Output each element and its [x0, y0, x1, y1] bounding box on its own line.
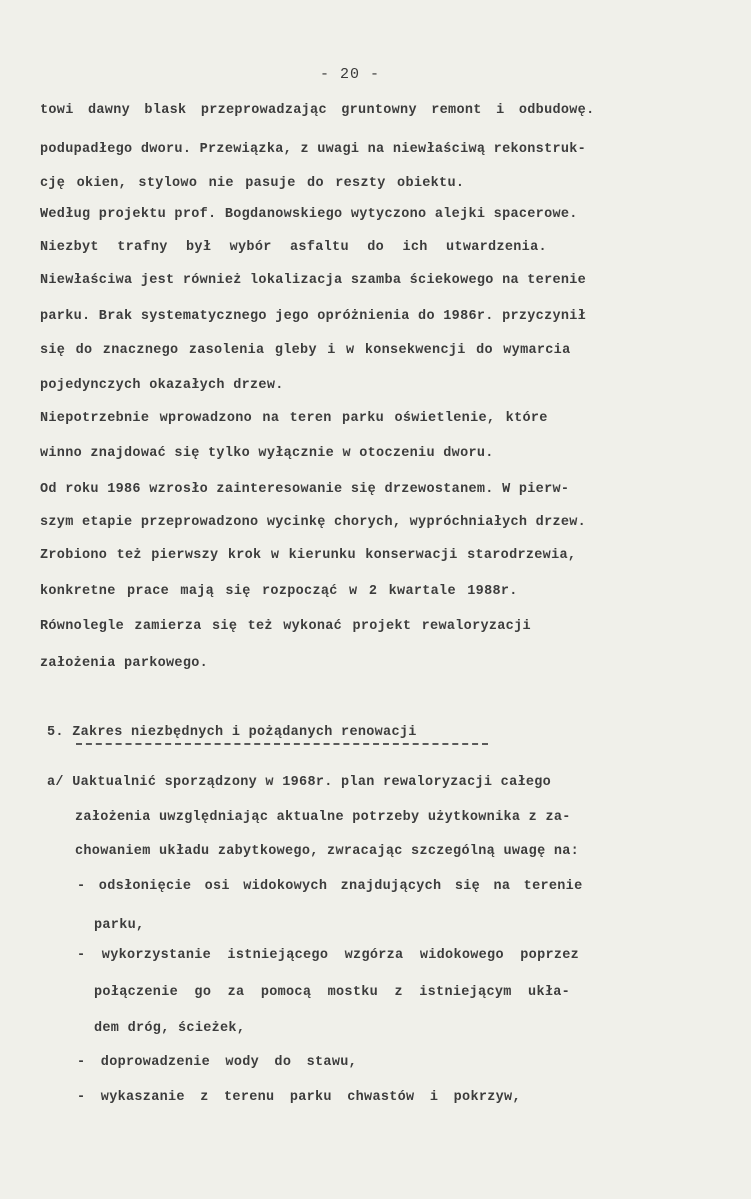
text-line: Niepotrzebnie wprowadzono na teren parku oświetlenie, które	[40, 411, 548, 426]
text-line: parku. Brak systematycznego jego opróżnienia do 1986r. przyczynił	[40, 309, 587, 324]
list-item-continuation: parku,	[94, 918, 145, 933]
text-line: Według projektu prof. Bogdanowskiego wytyczono alejki spacerowe.	[40, 207, 578, 222]
text-line: szym etapie przeprowadzono wycinkę chorych, wypróchniałych drzew.	[40, 515, 587, 530]
text-line: cję okien, stylowo nie pasuje do reszty obiektu.	[40, 176, 465, 191]
text-line: założenia uwzględniając aktualne potrzeby użytkownika z za-	[75, 810, 571, 825]
text-line: Niezbyt trafny był wybór asfaltu do ich utwardzenia.	[40, 240, 547, 255]
list-item: - doprowadzenie wody do stawu,	[77, 1055, 358, 1070]
text-line: Od roku 1986 wzrosło zainteresowanie się drzewostanem. W pierw-	[40, 482, 570, 497]
text-line: chowaniem układu zabytkowego, zwracając szczególną uwagę na:	[75, 844, 580, 859]
list-item: - wykorzystanie istniejącego wzgórza widokowego poprzez	[77, 948, 580, 963]
list-item-continuation: połączenie go za pomocą mostku z istniejącym ukła-	[94, 985, 571, 1000]
text-line: towi dawny blask przeprowadzając gruntowny remont i odbudowę.	[40, 103, 595, 118]
text-line: podupadłego dworu. Przewiązka, z uwagi na niewłaściwą rekonstruk-	[40, 142, 587, 157]
list-item: - odsłonięcie osi widokowych znajdujących się na terenie	[77, 879, 583, 894]
text-line: założenia parkowego.	[40, 656, 209, 671]
text-line: winno znajdować się tylko wyłącznie w otoczeniu dworu.	[40, 446, 494, 461]
text-line: Równolegle zamierza się też wykonać projekt rewaloryzacji	[40, 619, 531, 634]
list-item-continuation: dem dróg, ścieżek,	[94, 1021, 246, 1036]
section-heading: 5. Zakres niezbędnych i pożądanych renowacji	[47, 725, 417, 740]
text-line: pojedynczych okazałych drzew.	[40, 378, 284, 393]
page-number: - 20 -	[319, 66, 380, 83]
heading-underline	[76, 743, 488, 745]
text-line: Niewłaściwa jest również lokalizacja szamba ściekowego na terenie	[40, 273, 587, 288]
text-line: konkretne prace mają się rozpocząć w 2 kwartale 1988r.	[40, 584, 518, 599]
text-line: Zrobiono też pierwszy krok w kierunku konserwacji starodrzewia,	[40, 548, 577, 563]
text-line: a/ Uaktualnić sporządzony w 1968r. plan rewaloryzacji całego	[47, 775, 552, 790]
list-item: - wykaszanie z terenu parku chwastów i pokrzyw,	[77, 1090, 521, 1105]
text-line: się do znacznego zasolenia gleby i w konsekwencji do wymarcia	[40, 343, 571, 358]
